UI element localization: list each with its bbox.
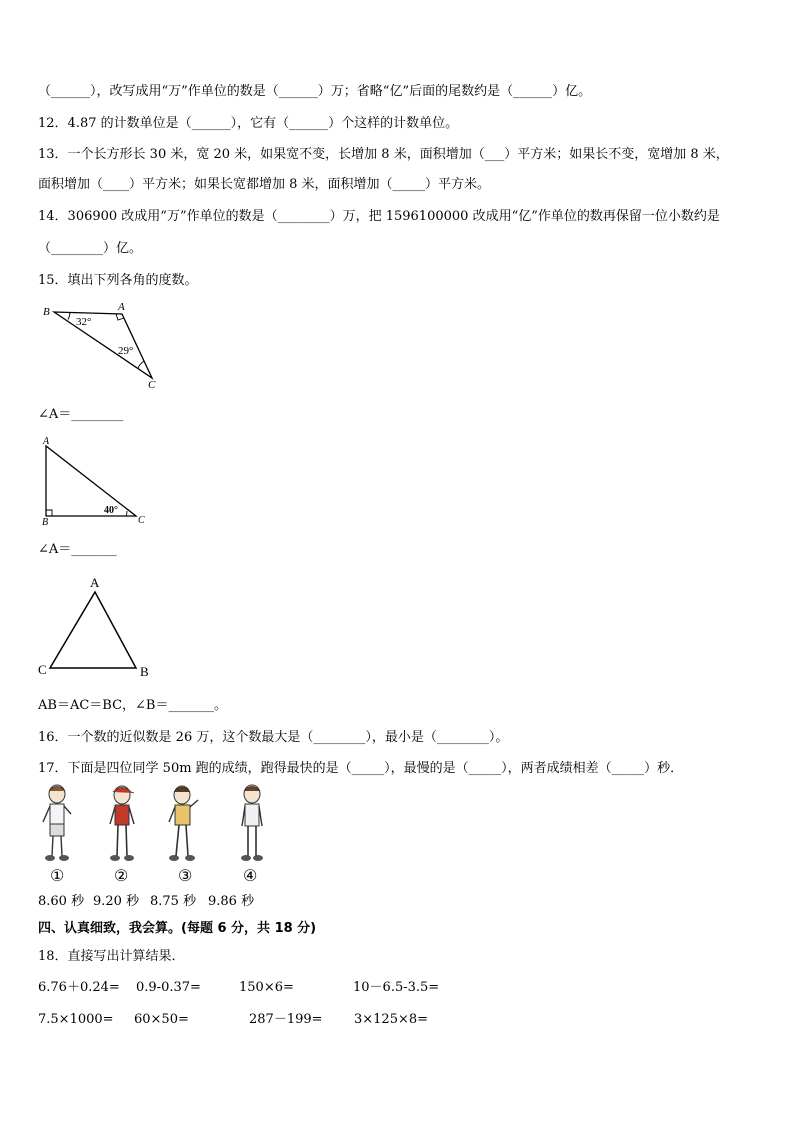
answer-angle-a-1: ∠A＝________ [38,407,124,422]
runner-1-number: ① [50,866,65,885]
runner-1-time: 8.60 秒 [38,894,85,909]
calc-item: 10－6.5-3.5= [353,980,440,995]
question-14-line1: 14．306900 改成用“万”作单位的数是（________）万，把 1596100000 改成用“亿”作单位的数再保留一位小数约是 [38,209,720,224]
calc-item: 60×50= [134,1012,189,1027]
triangle-1-figure [38,298,168,392]
triangle-1-angle-b: 32° [76,316,92,328]
question-13-line1: 13．一个长方形长 30 米，宽 20 米，如果宽不变，长增加 8 米，面积增加（___）平方米；如果长不变，宽增加 8 米， [38,147,729,162]
triangle-2-vertex-c: C [138,515,145,526]
triangle-3-figure [36,572,156,680]
triangle-2-vertex-a: A [43,436,50,447]
question-13-line2: 面积增加（____）平方米；如果长宽都增加 8 米，面积增加（_____）平方米。 [38,177,491,192]
triangle-3-vertex-c: C [38,662,47,677]
runner-2-time: 9.20 秒 [93,894,140,909]
triangle-2-angle-c: 40° [104,505,118,516]
calc-item: 287－199= [249,1012,323,1027]
section-4-heading: 四、认真细致，我会算。(每题 6 分，共 18 分) [38,921,317,936]
triangle-1-vertex-a: A [118,301,125,313]
triangle-2-figure [38,434,150,526]
triangle-3-vertex-b: B [140,664,149,679]
question-15: 15．填出下列各角的度数。 [38,273,198,288]
runner-3-illustration [164,782,204,864]
runner-1-illustration [38,782,78,864]
runner-2-illustration [102,782,142,864]
runner-3-number: ③ [178,866,193,885]
triangle-1-vertex-b: B [43,306,50,318]
answer-angle-b-3: AB＝AC＝BC，∠B＝_______。 [38,698,227,713]
question-18: 18．直接写出计算结果． [38,949,185,964]
triangle-1-vertex-c: C [148,379,156,391]
answer-angle-a-2: ∠A＝_______ [38,542,117,557]
calc-item: 150×6= [239,980,294,995]
calc-item: 0.9-0.37= [136,980,201,995]
question-16: 16．一个数的近似数是 26 万，这个数最大是（________），最小是（________）。 [38,730,509,745]
runner-2-number: ② [114,866,129,885]
calc-item: 6.76＋0.24= [38,980,120,995]
calc-item: 3×125×8= [354,1012,429,1027]
question-11-continuation: （______），改写成用“万”作单位的数是（______）万；省略“亿”后面的尾数约是（______）亿。 [38,84,592,99]
runner-4-illustration [232,782,272,864]
runner-3-time: 8.75 秒 [150,894,197,909]
triangle-2-vertex-b: B [42,517,49,526]
runner-4-number: ④ [243,866,258,885]
question-17: 17．下面是四位同学 50m 跑的成绩，跑得最快的是（_____），最慢的是（_____），两者成绩相差（_____）秒． [38,761,684,776]
calc-item: 7.5×1000= [38,1012,114,1027]
question-12: 12．4.87 的计数单位是（______），它有（______）个这样的计数单位。 [38,116,459,131]
runner-4-time: 9.86 秒 [208,894,255,909]
triangle-3-vertex-a: A [90,575,100,590]
triangle-1-angle-c: 29° [118,345,134,357]
question-14-line2: （________）亿。 [38,241,143,256]
